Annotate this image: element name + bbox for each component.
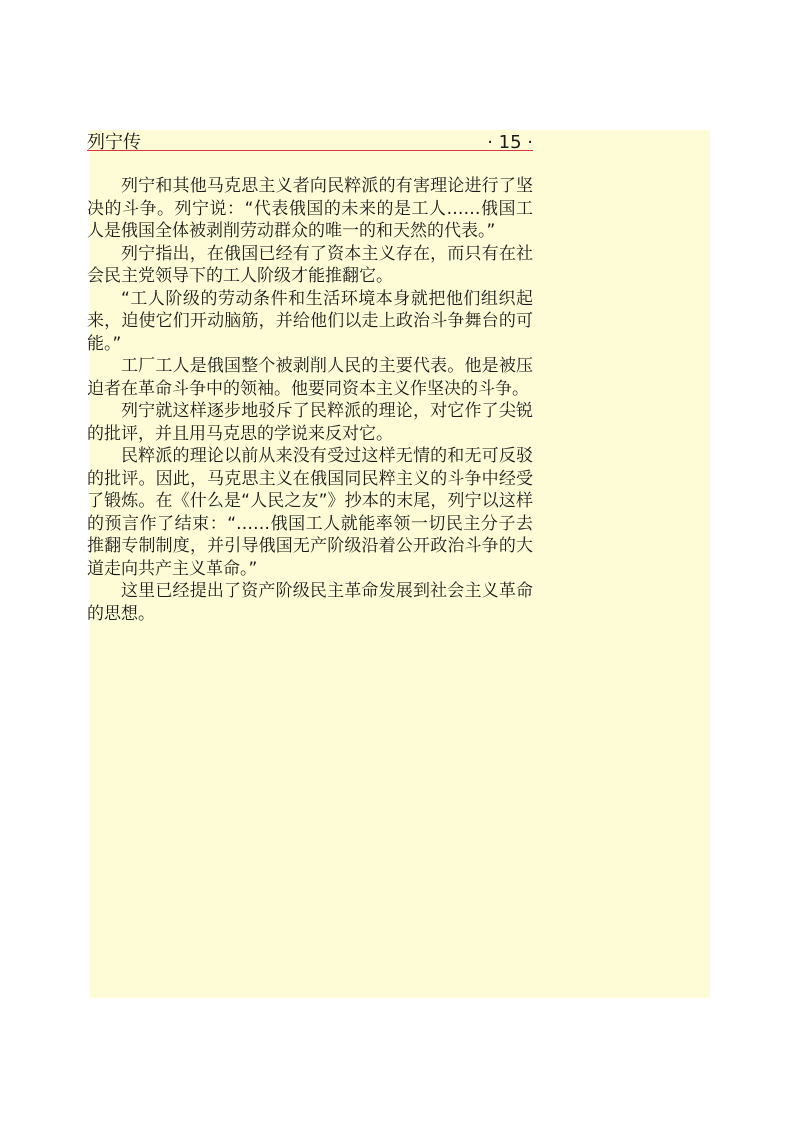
header-rule <box>87 150 533 151</box>
paragraph: 列宁指出，在俄国已经有了资本主义存在，而只有在社会民主党领导下的工人阶级才能推翻它。 <box>87 243 533 286</box>
paragraph: 民粹派的理论以前从来没有受过这样无情的和无可反驳的批评。因此，马克思主义在俄国同民粹主义的斗争中经受了锻炼。在《什么是“人民之友”》抄本的末尾，列宁以这样的预言作了结束：“……俄国工人就能率领一切民主分子去推翻专制制度，并引导俄国无产阶级沿着公开政治斗争的大道走向共产主义革命。” <box>87 446 533 579</box>
paragraph: 列宁就这样逐步地驳斥了民粹派的理论，对它作了尖锐的批评，并且用马克思的学说来反对它。 <box>87 401 533 444</box>
page-number: · 15 · <box>487 132 533 153</box>
paragraph: 这里已经提出了资产阶级民主革命发展到社会主义革命的思想。 <box>87 581 533 624</box>
paragraph: 列宁和其他马克思主义者向民粹派的有害理论进行了坚决的斗争。列宁说：“代表俄国的未来的是工人……俄国工人是俄国全体被剥削劳动群众的唯一的和天然的代表。” <box>87 176 533 241</box>
book-title: 列宁传 <box>87 132 141 153</box>
running-header <box>87 131 533 155</box>
paragraph: “工人阶级的劳动条件和生活环境本身就把他们组织起来，迫使它们开动脑筋，并给他们以走上政治斗争舞台的可能。” <box>87 288 533 354</box>
body-text <box>87 175 533 625</box>
paragraph: 工厂工人是俄国整个被剥削人民的主要代表。他是被压迫者在革命斗争中的领袖。他要同资本主义作坚决的斗争。 <box>87 356 533 399</box>
